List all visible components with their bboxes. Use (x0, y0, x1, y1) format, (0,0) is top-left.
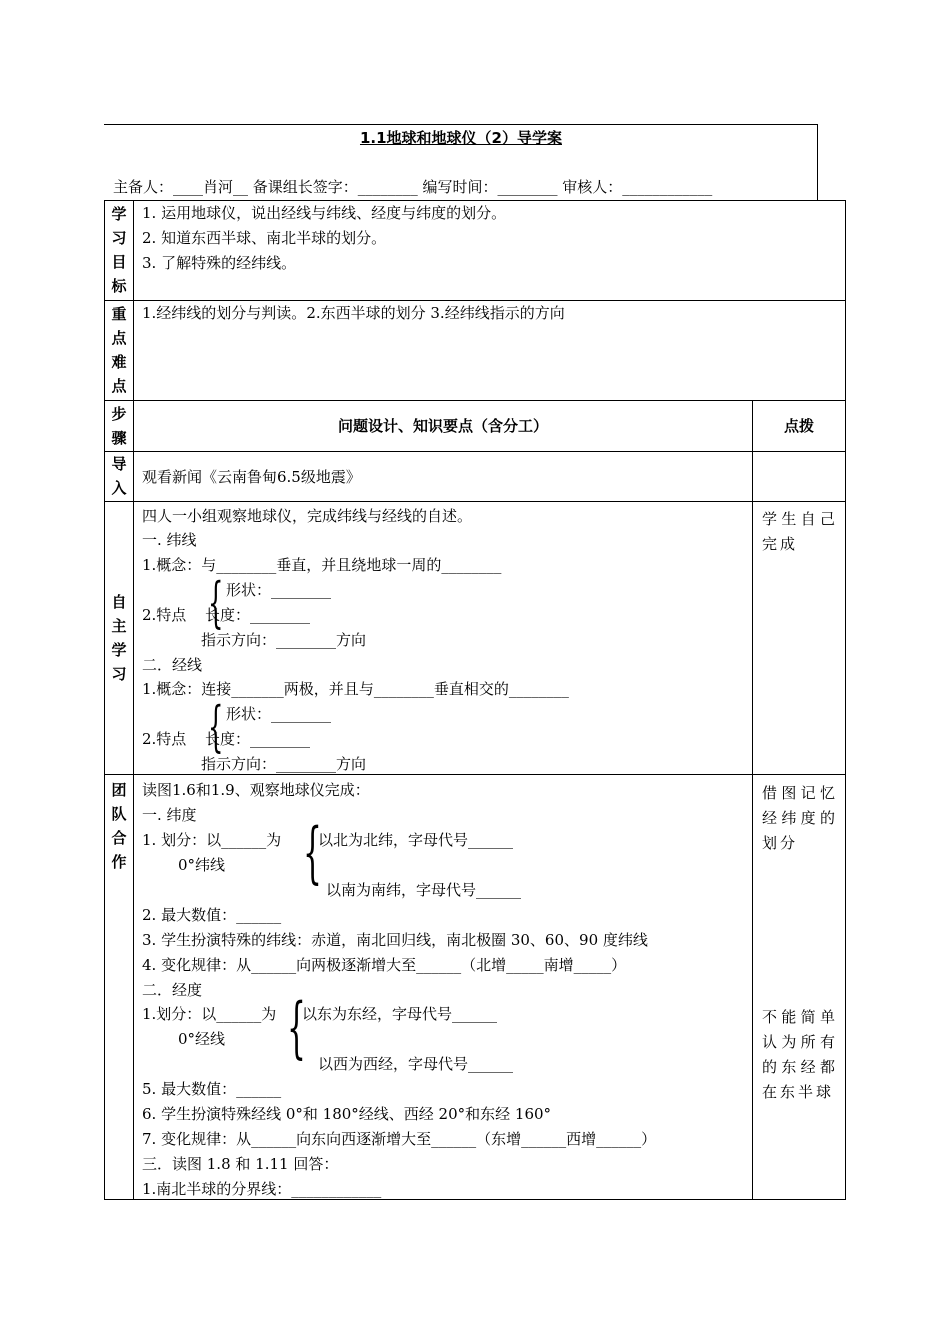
table-right-border (845, 200, 846, 1200)
teamwork-label: 团 队 合 作 (111, 781, 127, 871)
self-study-tip: 学生自己完成 (762, 510, 838, 553)
goal-item: 3. 了解特殊的经纬线。 (142, 254, 297, 272)
row-separator (104, 774, 846, 775)
keypoints-text: 1.经纬线的划分与判读。2.东西半球的划分 3.经纬线指示的方向 (142, 304, 565, 322)
intro-text: 观看新闻《云南鲁甸6.5级地震》 (142, 468, 361, 486)
teamwork-line: 一. 纬度 (142, 806, 197, 824)
teamwork-line: 1.划分：以______为 (142, 1005, 277, 1023)
table-top-border (104, 200, 846, 201)
teamwork-line: 读图1.6和1.9、观察地球仪完成： (142, 781, 370, 799)
teamwork-line: 2. 最大数值：______ (142, 906, 282, 924)
self-study-line: 2.特点 (142, 606, 187, 624)
column-header-main: 问题设计、知识要点（含分工） (337, 417, 548, 435)
self-study-line: 1.概念：与________垂直，并且绕地球一周的________ (142, 556, 502, 574)
teamwork-line: 6. 学生扮演特殊经线 0°和 180°经线、西经 20°和东经 160° (142, 1105, 552, 1123)
self-study-line: 指示方向：________方向 (201, 631, 367, 649)
column-header-tip: 点拨 (783, 417, 814, 435)
teamwork-tip: 借图记忆经纬度的划分 (762, 784, 838, 852)
teamwork-line: 以南为南纬，字母代号______ (326, 881, 522, 899)
steps-label: 步 骤 (111, 405, 127, 447)
self-study-line: 形状：________ (226, 581, 332, 599)
teamwork-line: 1. 划分：以______为 (142, 831, 282, 849)
row-separator (104, 501, 846, 502)
teamwork-line: 以西为西经，字母代号______ (318, 1055, 514, 1073)
row-separator (104, 300, 846, 301)
table-bottom-border (104, 1199, 846, 1200)
teamwork-line: 1.南北半球的分界线：____________ (142, 1180, 382, 1198)
row-separator (104, 451, 846, 452)
brace-icon: { (303, 814, 322, 891)
label-column-divider (133, 200, 134, 1200)
brace-icon: { (287, 989, 306, 1066)
teamwork-line: 二．经度 (142, 981, 203, 999)
page-title: 1.1地球和地球仪（2）导学案 (359, 129, 562, 147)
goals-label: 学 习 目 标 (111, 205, 127, 295)
header-top-border (104, 124, 818, 125)
teamwork-tip: 不能简单认为所有的东经都在东半球 (762, 1008, 838, 1101)
keypoints-label: 重 点 难 点 (111, 305, 127, 395)
self-study-line: 指示方向：________方向 (201, 755, 367, 773)
self-study-line: 形状：________ (226, 705, 332, 723)
self-study-label: 自 主 学 习 (111, 593, 127, 683)
self-study-line: 一. 纬线 (142, 531, 197, 549)
teamwork-line: 3. 学生扮演特殊的纬线：赤道，南北回归线，南北极圈 30、60、90 度纬线 (142, 931, 648, 949)
teamwork-line: 5. 最大数值：______ (142, 1080, 282, 1098)
tip-column-divider (752, 400, 753, 1200)
goal-item: 1. 运用地球仪，说出经线与纬线、经度与纬度的划分。 (142, 204, 507, 222)
self-study-line: 1.概念：连接_______两极，并且与________垂直相交的________ (142, 680, 569, 698)
teamwork-line: 4. 变化规律：从______向两极逐渐增大至______（北增_____南增_____） (142, 956, 627, 974)
self-study-line: 二．经线 (142, 656, 203, 674)
self-study-line: 2.特点 (142, 730, 187, 748)
row-separator (104, 400, 846, 401)
intro-label: 导 入 (111, 455, 127, 497)
teamwork-line: 0°经线 (178, 1030, 226, 1048)
goal-item: 2. 知道东西半球、南北半球的划分。 (142, 229, 387, 247)
teamwork-line: 0°纬线 (178, 856, 226, 874)
self-study-line: 长度：________ (205, 730, 311, 748)
teamwork-line: 三．读图 1.8 和 1.11 回答： (142, 1155, 339, 1173)
teamwork-line: 以北为北纬，字母代号______ (318, 831, 514, 849)
teamwork-line: 以东为东经，字母代号______ (302, 1005, 498, 1023)
teamwork-line: 7. 变化规律：从______向东向西逐渐增大至______（东增______西增______） (142, 1130, 657, 1148)
author-line: 主备人：____肖河__ 备课组长签字：________ 编写时间：________ 审核人：____________ (113, 178, 713, 196)
self-study-line: 四人一小组观察地球仪，完成纬线与经线的自述。 (142, 507, 473, 525)
brace-icon: { (208, 571, 224, 634)
self-study-line: 长度：________ (205, 606, 311, 624)
brace-icon: { (208, 695, 224, 758)
